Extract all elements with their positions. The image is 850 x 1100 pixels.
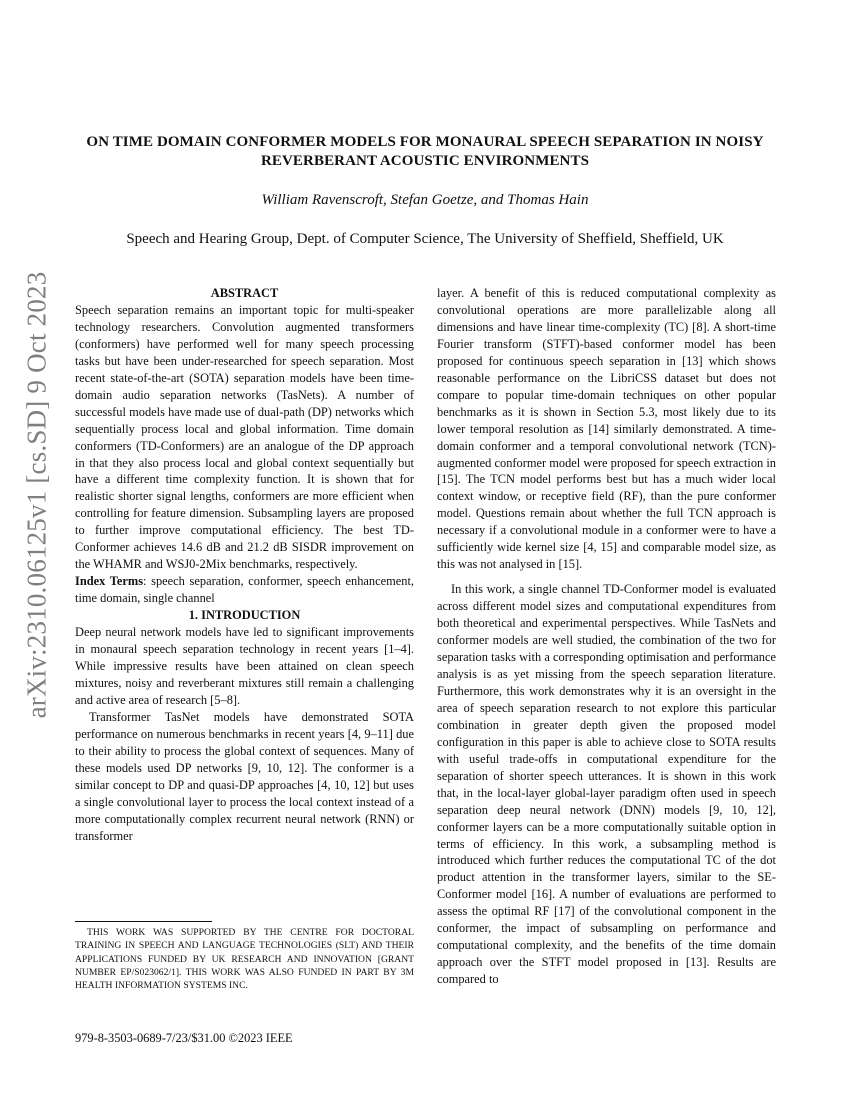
intro-paragraph-4: In this work, a single channel TD-Conformer model is evaluated across different model sizes and computational expenditures from both theoretical and experimental perspectives. While TasNets and conformer models are well studied, the combination of the two for separation tasks with a corresponding optimisation and performance analysis is as yet missing from the speech separation literature. Furthermore, this work demonstrates why it is an oversight in the area of speech separation research to not explore this particular combination in greater depth given the proposed model configuration in this paper is able to achieve close to SOTA results with useful trade-offs in computational expenditure for the separation of shorter speech utterances. It is shown in this work that, in the local-layer global-layer paradigm often used in speech separation deep neural network (DNN) models [9, 10, 12], conformer layers can be a more computationally suitable option in terms of efficiency. In this work, a subsampling method is introduced which further reduces the computational TC of the dot product attention in the transformer layers, similar to the SE-Conformer model [16]. A number of evaluations are performed to assess the optimal RF [17] of the convolutional component in the conformer, the impact of subsampling on performance and computational complexity, and the benefits of the time domain approach over the STFT model proposed in [13]. Results are compared to bbox=[437, 582, 776, 987]
abstract-heading: ABSTRACT bbox=[210, 286, 279, 300]
index-terms-text: : speech separation, conformer, speech enhancement, time domain, single channel bbox=[75, 574, 414, 606]
intro-heading: 1. INTRODUCTION bbox=[188, 608, 301, 623]
copyright-notice: 979-8-3503-0689-7/23/$31.00 ©2023 IEEE bbox=[75, 1031, 293, 1045]
intro-paragraph-2: Transformer TasNet models have demonstrated SOTA performance on numerous benchmarks in recent years [4, 9–11] due to their ability to process the global context of sequences. Many of these models used DP networks [9, 10, 12]. The conformer is a similar concept to DP and quasi-DP approaches [4, 10, 12] but uses a single convolutional layer to process the local context instead of a more computationally complex recurrent neural network (RNN) or transformer bbox=[75, 709, 414, 843]
index-terms bbox=[75, 573, 414, 607]
index-terms-label: Index Terms bbox=[75, 574, 144, 589]
arxiv-watermark bbox=[18, 271, 56, 719]
intro-paragraph-1: Deep neural network models have led to significant improvements in monaural speech separation technology in recent years [1–4]. While impressive results have been attained on clean speech mixtures, noisy and reverberant mixtures still remain a challenging and active area of research [5–8]. bbox=[75, 625, 414, 707]
author-list: William Ravenscroft, Stefan Goetze, and Thomas Hain bbox=[261, 192, 589, 208]
intro-paragraph-3: layer. A benefit of this is reduced computational complexity as convolutional operations are more parallelizable along all dimensions and have linear time-complexity (TC) [8]. A short-time Fourier transform (STFT)-based conformer model has been proposed for continuous speech separation in [13] which shows reasonable performance on the LibriCSS dataset but does not compare to popular time-domain techniques on other popular benchmarks as it is shown in Section 5.3, most likely due to its lower temporal resolution as [14] similarly demonstrated. A time-domain conformer and a temporal convolutional network (TCN)-augmented conformer model were proposed for speech extraction in [15]. The TCN model performs best but has a much wider local context window, or receptive field (RF), than the pure conformer model. Questions remain about whether the full TCN approach is necessary if a convolutional module in a conformer were to have a sufficiently wide kernel size [4, 15] and comparable model size, as this was not analysed in [15]. bbox=[437, 286, 776, 572]
arxiv-identifier[interactable]: arXiv:2310.06125v1 [cs.SD] 9 Oct 2023 bbox=[21, 271, 52, 719]
affiliation: Speech and Hearing Group, Dept. of Computer Science, The University of Sheffield, Sheffield, UK bbox=[126, 231, 724, 247]
right-column bbox=[437, 285, 776, 988]
abstract-body: Speech separation remains an important topic for multi-speaker technology researchers. Convolution augmented transformers (conformers) have performed well for many speech processing tasks but have been under-researched for speech separation. Most recent state-of-the-art (SOTA) separation models have been time-domain audio separation networks (TasNets). A number of successful models have made use of dual-path (DP) networks which sequentially process local and global information. Time domain conformers (TD-Conformers) are an analogue of the DP approach in that they also process local and global context sequentially but have a different time complexity function. It is shown that for realistic shorter signal lengths, conformers are more efficient when controlling for feature dimension. Subsampling layers are proposed to further improve computational efficiency. The best TD-Conformer achieves 14.6 dB and 21.2 dB SISDR improvement on the WHAMR and WSJ0-2Mix benchmarks, respectively. bbox=[75, 302, 414, 572]
funding-footnote bbox=[75, 926, 414, 992]
left-column bbox=[75, 285, 414, 844]
footnote-divider bbox=[75, 921, 212, 922]
funding-footnote-text: THIS WORK WAS SUPPORTED BY THE CENTRE FOR DOCTORAL TRAINING IN SPEECH AND LANGUAGE TECHNOLOGIES (SLT) AND THEIR APPLICATIONS FUNDED BY UK RESEARCH AND INNOVATION [GRANT NUMBER EP/S023062/1]. THIS WORK WAS ALSO FUNDED IN PART BY 3M HEALTH INFORMATION SYSTEMS INC. bbox=[75, 927, 414, 992]
paper-title: ON TIME DOMAIN CONFORMER MODELS FOR MONAURAL SPEECH SEPARATION IN NOISY REVERBERANT ACOUSTIC ENVIRONMENTS bbox=[86, 134, 764, 169]
